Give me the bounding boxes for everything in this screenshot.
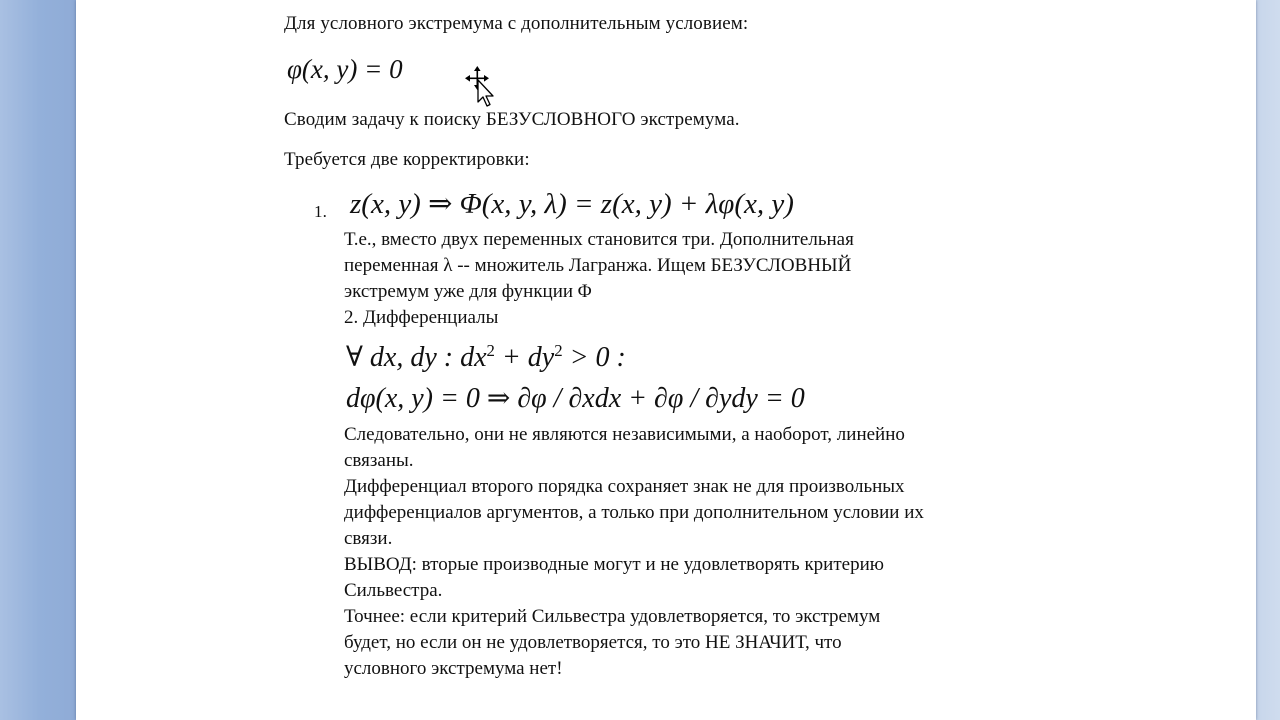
text-line: Дифференциал второго порядка сохраняет знак не для произвольных — [344, 476, 905, 497]
exponent: 2 — [554, 340, 563, 360]
item1-explanation — [344, 227, 854, 331]
formula-part: > 0 : — [562, 342, 626, 373]
reduce-text: Сводим задачу к поиску БЕЗУСЛОВНОГО экстремума. — [284, 109, 740, 130]
text-line: Точнее: если критерий Сильвестра удовлетворяется, то экстремум — [344, 606, 881, 627]
formula-part: + dy — [494, 342, 555, 373]
text-line: дифференциалов аргументов, а только при дополнительном условии их — [344, 502, 924, 523]
lagrange-formula: z(x, y) ⇒ Φ(x, y, λ) = z(x, y) + λφ(x, y) — [350, 188, 794, 220]
text-line: Т.е., вместо двух переменных становится три. Дополнительная — [344, 229, 854, 250]
exponent: 2 — [486, 340, 495, 360]
move-cursor-icon — [462, 64, 502, 108]
text-line: условного экстремума нет! — [344, 658, 563, 679]
text-line: ВЫВОД: вторые производные могут и не удовлетворять критерию — [344, 554, 884, 575]
intro-text: Для условного экстремума с дополнительным условием: — [284, 13, 749, 34]
text-line: будет, но если он не удовлетворяется, то это НЕ ЗНАЧИТ, что — [344, 632, 842, 653]
text-line: связаны. — [344, 450, 414, 471]
text-line: Сильвестра. — [344, 580, 443, 601]
condition-formula: φ(x, y) = 0 — [287, 54, 403, 84]
text-line: экстремум уже для функции Φ — [344, 281, 592, 302]
formula-part: ∀ dx, dy : dx — [346, 342, 487, 373]
item1-number: 1. — [314, 202, 327, 221]
differentials-formula — [346, 340, 626, 374]
corrections-text: Требуется две корректировки: — [284, 149, 530, 170]
text-line: переменная λ -- множитель Лагранжа. Ищем БЕЗУСЛОВНЫЙ — [344, 255, 852, 276]
item2-explanation — [344, 422, 924, 682]
text-line: Следовательно, они не являются независимыми, а наоборот, линейно — [344, 424, 905, 445]
item2-label: 2. Дифференциалы — [344, 307, 499, 328]
text-line: связи. — [344, 528, 393, 549]
constraint-differential-formula: dφ(x, y) = 0 ⇒ ∂φ / ∂xdx + ∂φ / ∂ydy = 0 — [346, 383, 805, 414]
